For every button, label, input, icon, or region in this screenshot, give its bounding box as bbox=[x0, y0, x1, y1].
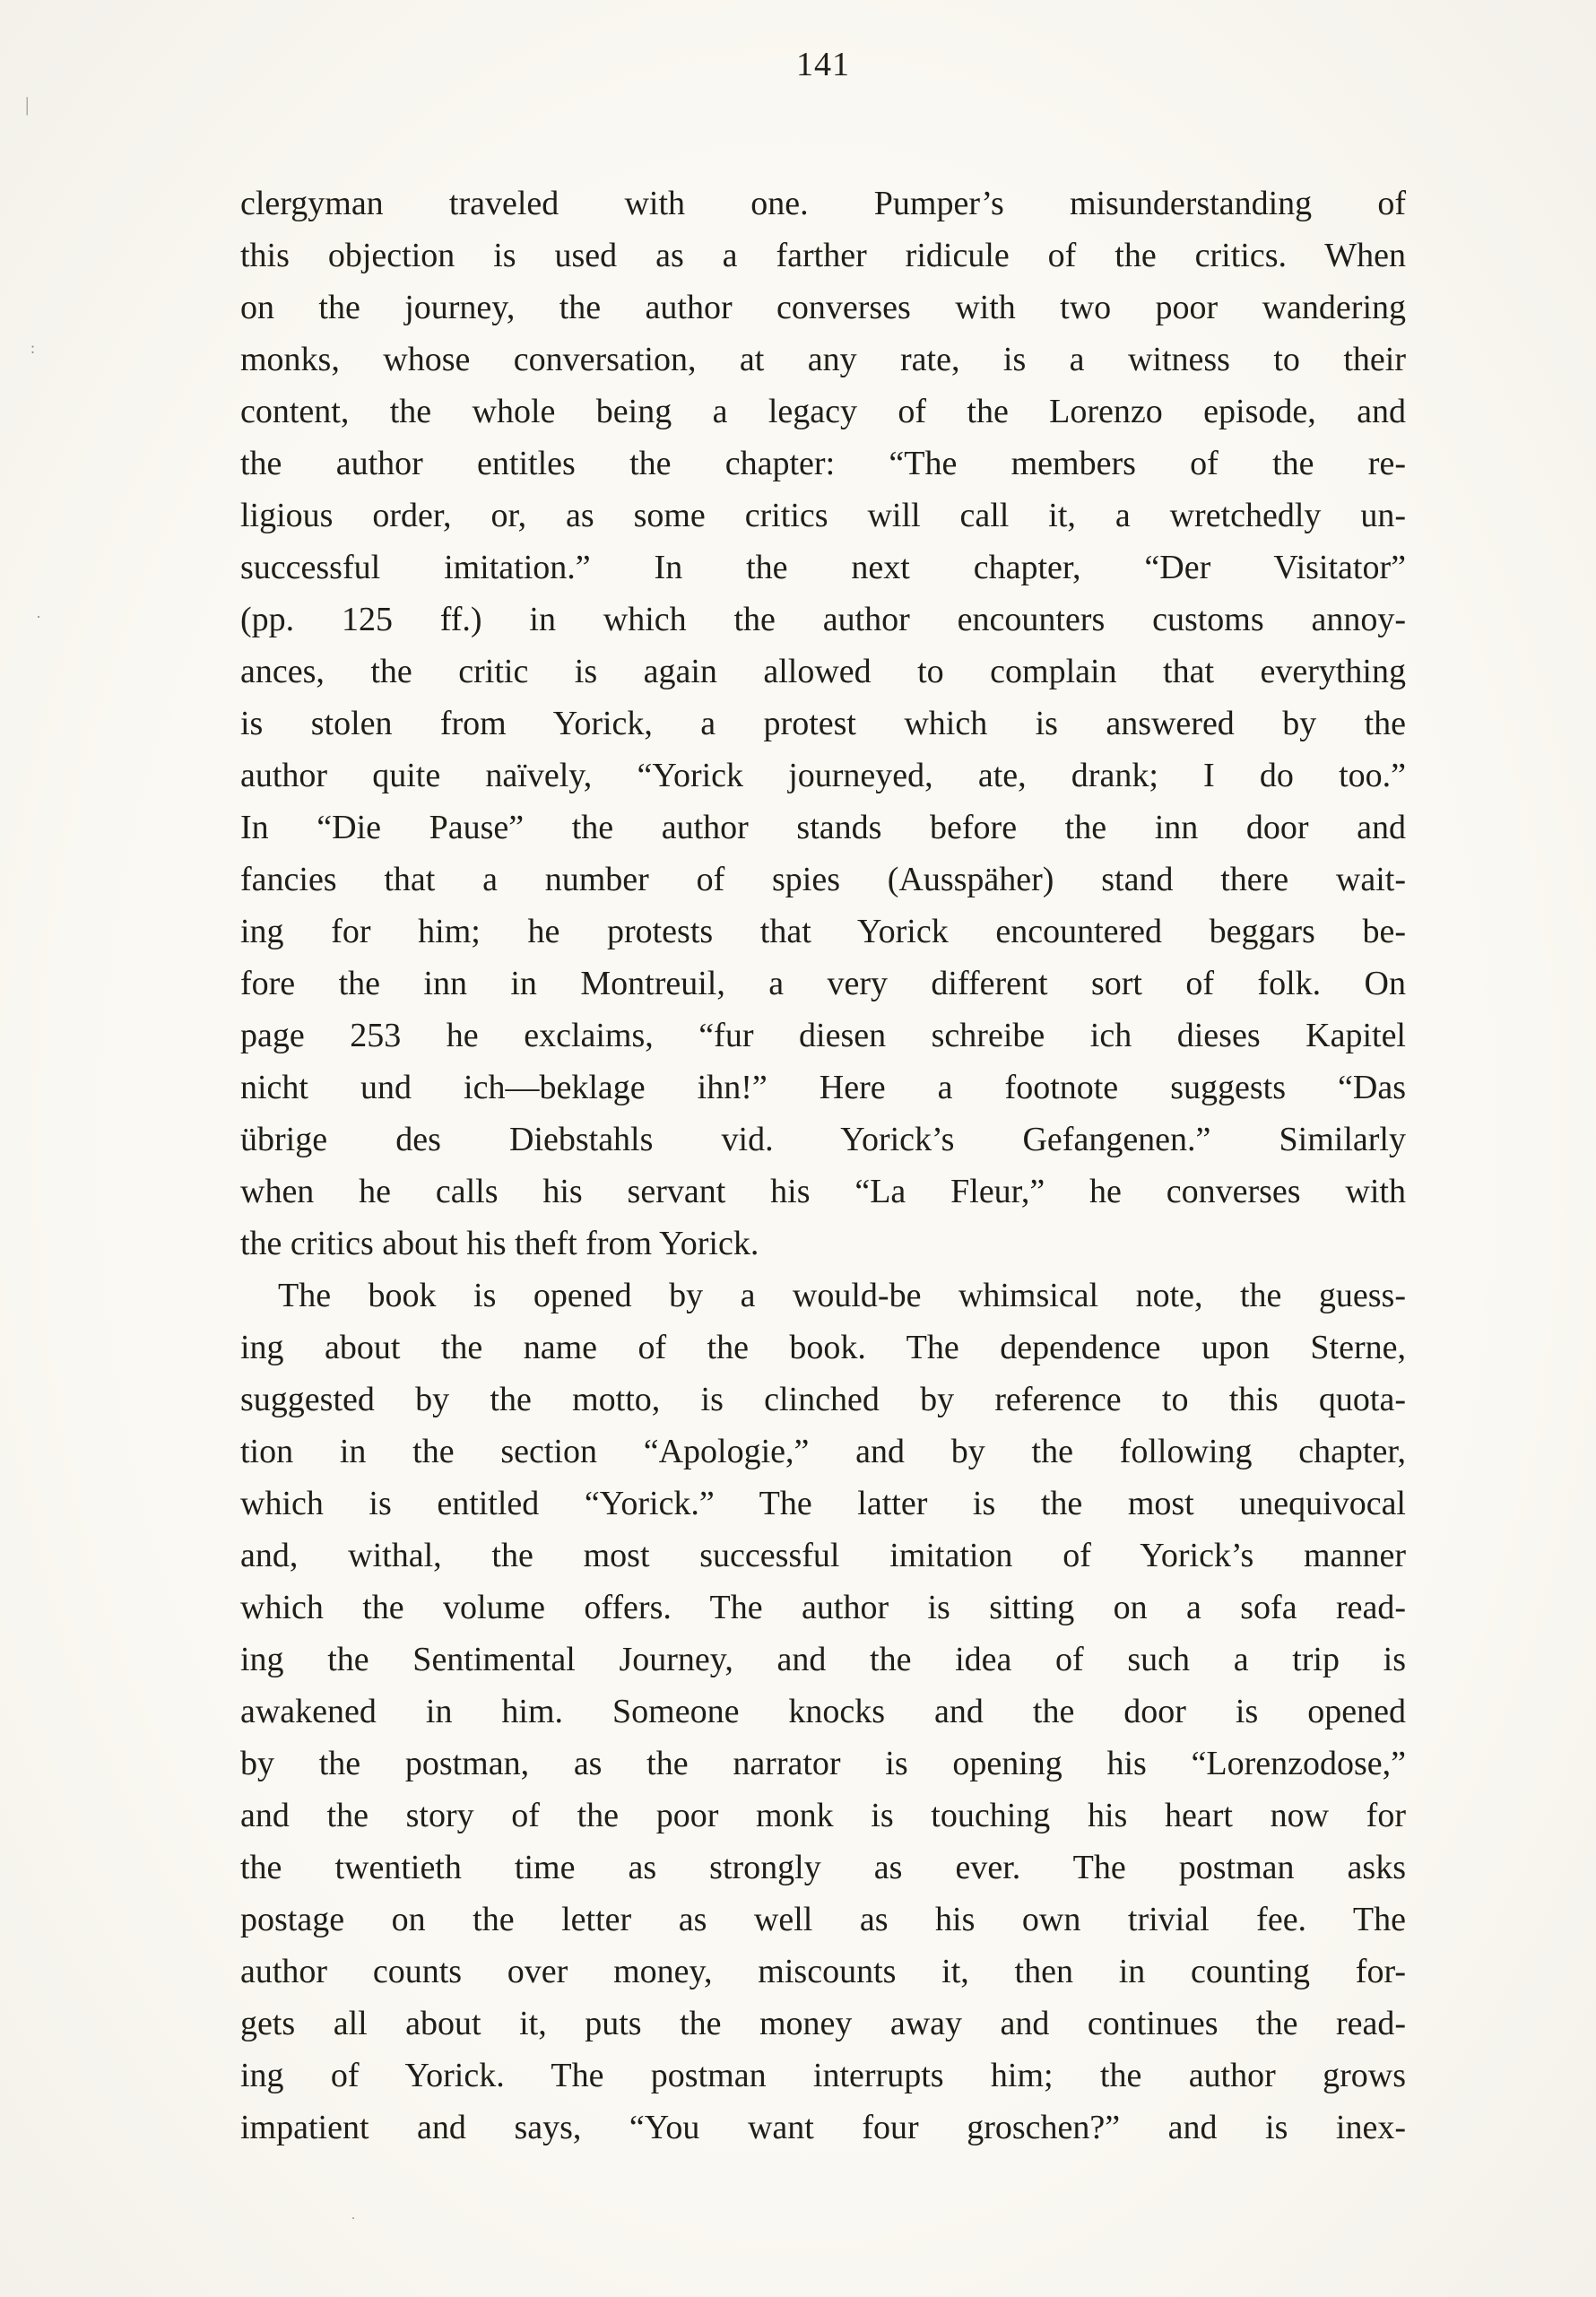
text-line: postage on the letter as well as his own trivial fee. The bbox=[240, 1901, 1406, 1938]
text-line: successful imitation.” In the next chapter, “Der Visitator” bbox=[240, 549, 1406, 586]
text-line: clergyman traveled with one. Pumper’s misunderstanding of bbox=[240, 185, 1406, 222]
text-line: author counts over money, miscounts it, then in counting for- bbox=[240, 1953, 1406, 1990]
text-line: The book is opened by a would-be whimsical note, the guess- bbox=[278, 1277, 1406, 1314]
text-line: author quite naïvely, “Yorick journeyed, ate, drank; I do too.” bbox=[240, 757, 1406, 794]
text-line: fancies that a number of spies (Ausspäher) stand there wait- bbox=[240, 861, 1406, 898]
text-line: ances, the critic is again allowed to complain that everything bbox=[240, 653, 1406, 690]
text-line: is stolen from Yorick, a protest which is answered by the bbox=[240, 705, 1406, 742]
text-line: fore the inn in Montreuil, a very different sort of folk. On bbox=[240, 965, 1406, 1002]
text-line: the twentieth time as strongly as ever. The postman asks bbox=[240, 1849, 1406, 1886]
text-line: gets all about it, puts the money away and continues the read- bbox=[240, 2005, 1406, 2042]
text-line: ing the Sentimental Journey, and the idea of such a trip is bbox=[240, 1641, 1406, 1678]
text-line: ing of Yorick. The postman interrupts him; the author grows bbox=[240, 2057, 1406, 2094]
paragraph bbox=[240, 178, 1406, 1270]
text-line: and, withal, the most successful imitation of Yorick’s manner bbox=[240, 1537, 1406, 1574]
text-line: nicht und ich—beklage ihn!” Here a footnote suggests “Das bbox=[240, 1069, 1406, 1106]
text-line: which the volume offers. The author is sitting on a sofa read- bbox=[240, 1589, 1406, 1626]
text-line: tion in the section “Apologie,” and by the following chapter, bbox=[240, 1433, 1406, 1470]
text-line: übrige des Diebstahls vid. Yorick’s Gefangenen.” Similarly bbox=[240, 1121, 1406, 1158]
text-line: this objection is used as a farther ridicule of the critics. When bbox=[240, 237, 1406, 274]
text-line: ing about the name of the book. The dependence upon Sterne, bbox=[240, 1329, 1406, 1366]
text-line: impatient and says, “You want four groschen?” and is inex- bbox=[240, 2109, 1406, 2146]
text-line: which is entitled “Yorick.” The latter is the most unequivocal bbox=[240, 1485, 1406, 1522]
text-line: by the postman, as the narrator is opening his “Lorenzodose,” bbox=[240, 1745, 1406, 1782]
margin-artifact: · bbox=[36, 608, 41, 626]
text-line: In “Die Pause” the author stands before the inn door and bbox=[240, 809, 1406, 846]
margin-artifact: : bbox=[30, 339, 36, 357]
text-line: when he calls his servant his “La Fleur,” he converses with bbox=[240, 1173, 1406, 1210]
text-line: content, the whole being a legacy of the Lorenzo episode, and bbox=[240, 393, 1406, 430]
text-line: the author entitles the chapter: “The members of the re- bbox=[240, 445, 1406, 482]
text-line: suggested by the motto, is clinched by reference to this quota- bbox=[240, 1381, 1406, 1418]
page-body bbox=[240, 178, 1406, 2154]
text-line: (pp. 125 ff.) in which the author encounters customs annoy- bbox=[240, 601, 1406, 638]
text-line: the critics about his theft from Yorick. bbox=[240, 1225, 759, 1262]
text-line: ligious order, or, as some critics will call it, a wretchedly un- bbox=[240, 497, 1406, 534]
text-line: awakened in him. Someone knocks and the door is opened bbox=[240, 1693, 1406, 1730]
paragraph bbox=[240, 1270, 1406, 2154]
text-line: monks, whose conversation, at any rate, is a witness to their bbox=[240, 341, 1406, 378]
text-line: page 253 he exclaims, “fur diesen schreibe ich dieses Kapitel bbox=[240, 1017, 1406, 1054]
margin-artifact: . bbox=[351, 2207, 355, 2223]
margin-artifact: | bbox=[25, 93, 30, 116]
text-line: ing for him; he protests that Yorick encountered beggars be- bbox=[240, 913, 1406, 950]
text-line: and the story of the poor monk is touching his heart now for bbox=[240, 1797, 1406, 1834]
page-number: 141 bbox=[796, 46, 850, 83]
text-line: on the journey, the author converses with two poor wandering bbox=[240, 289, 1406, 326]
